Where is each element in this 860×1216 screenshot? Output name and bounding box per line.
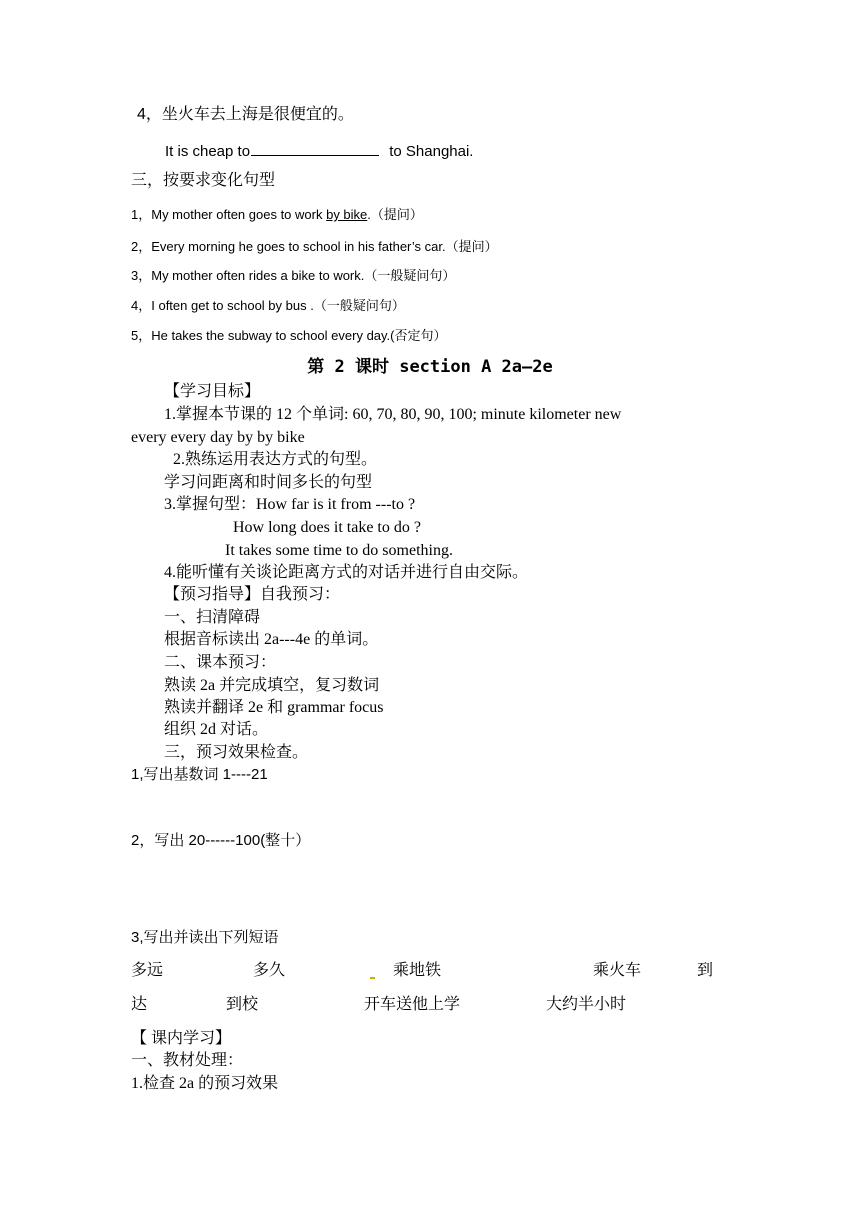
goal-3c: It takes some time to do something. (225, 542, 453, 559)
phrase: 多远 (131, 962, 164, 979)
question-2: 2，写出 20------100(整十） (131, 832, 311, 849)
item-number: 5， (131, 328, 152, 343)
item-underlined-text: by bike (326, 207, 368, 222)
class-header: 【 课内学习】 (131, 1030, 232, 1047)
item-number: 2， (131, 239, 152, 254)
highlight-mark (370, 977, 375, 979)
goal-4: 4.能听懂有关谈论距离方式的对话并进行自由交际。 (164, 564, 529, 581)
section3-item-2 (131, 240, 498, 253)
section3-item-3 (131, 269, 455, 282)
item4-english (165, 141, 473, 159)
class-step-1: 一、教材处理： (131, 1052, 244, 1069)
item-text-after: .（提问） (367, 207, 423, 222)
section3-item-4 (131, 299, 405, 312)
phrase: 多久 (253, 962, 286, 979)
question-1: 1,写出基数词 1----21 (131, 766, 268, 783)
preview-step-2a: 熟读 2a 并完成填空，复习数词 (164, 677, 380, 694)
phrase: 到校 (226, 996, 259, 1013)
item-text-before: My mother often goes to work (151, 207, 327, 222)
goal-3: 3.掌握句型：How far is it from ---to ? (164, 496, 416, 513)
phrase: 乘火车 (593, 962, 642, 979)
phrase: 开车送他上学 (364, 996, 461, 1013)
goal-1-line-2: every every day by by bike (131, 429, 305, 446)
question-3: 3,写出并读出下列短语 (131, 929, 279, 946)
phrase: 乘地铁 (393, 962, 442, 979)
item4-chinese: 4，坐火车去上海是很便宜的。 (137, 106, 354, 123)
phrase: 大约半小时 (546, 996, 627, 1013)
item-number: 4， (131, 298, 152, 313)
item4-english-after: to Shanghai. (385, 143, 474, 160)
answer-blank (251, 141, 379, 156)
goal-1-line-1: 1.掌握本节课的 12 个单词: 60, 70, 80, 90, 100; minute kilometer new (164, 406, 622, 423)
goal-2b: 学习问距离和时间多长的句型 (164, 474, 373, 491)
preview-step-3: 三，预习效果检查。 (164, 744, 309, 761)
item4-english-before: It is cheap to (165, 143, 251, 160)
lesson-title: 第 2 课时 section A 2a—2e (307, 357, 553, 377)
section3-heading: 三，按要求变化句型 (131, 172, 276, 189)
item-text: He takes the subway to school every day.(否定句） (151, 328, 447, 343)
item-number: 3， (131, 268, 152, 283)
goals-header: 【学习目标】 (164, 383, 261, 400)
preview-step-2c: 组织 2d 对话。 (164, 721, 269, 738)
preview-step-1: 一、扫清障碍 (164, 609, 261, 626)
preview-header: 【预习指导】自我预习： (164, 586, 341, 603)
preview-step-2: 二、课本预习： (164, 654, 277, 671)
goal-2: 2.熟练运用表达方式的句型。 (173, 451, 378, 468)
item-text: I often get to school by bus .（一般疑问句） (151, 298, 405, 313)
section3-item-1 (131, 208, 423, 221)
phrase: 达 (131, 996, 148, 1013)
section3-item-5 (131, 329, 447, 342)
preview-step-2b: 熟读并翻译 2e 和 grammar focus (164, 699, 384, 716)
class-step-1a: 1.检查 2a 的预习效果 (131, 1075, 279, 1092)
phrase: 到 (697, 962, 714, 979)
item-number: 1， (131, 207, 152, 222)
item-text: Every morning he goes to school in his father’s car.（提问） (151, 239, 498, 254)
goal-3b: How long does it take to do ? (233, 519, 421, 536)
preview-step-1a: 根据音标读出 2a---4e 的单词。 (164, 631, 379, 648)
item-text: My mother often rides a bike to work.（一般疑问句） (151, 268, 456, 283)
